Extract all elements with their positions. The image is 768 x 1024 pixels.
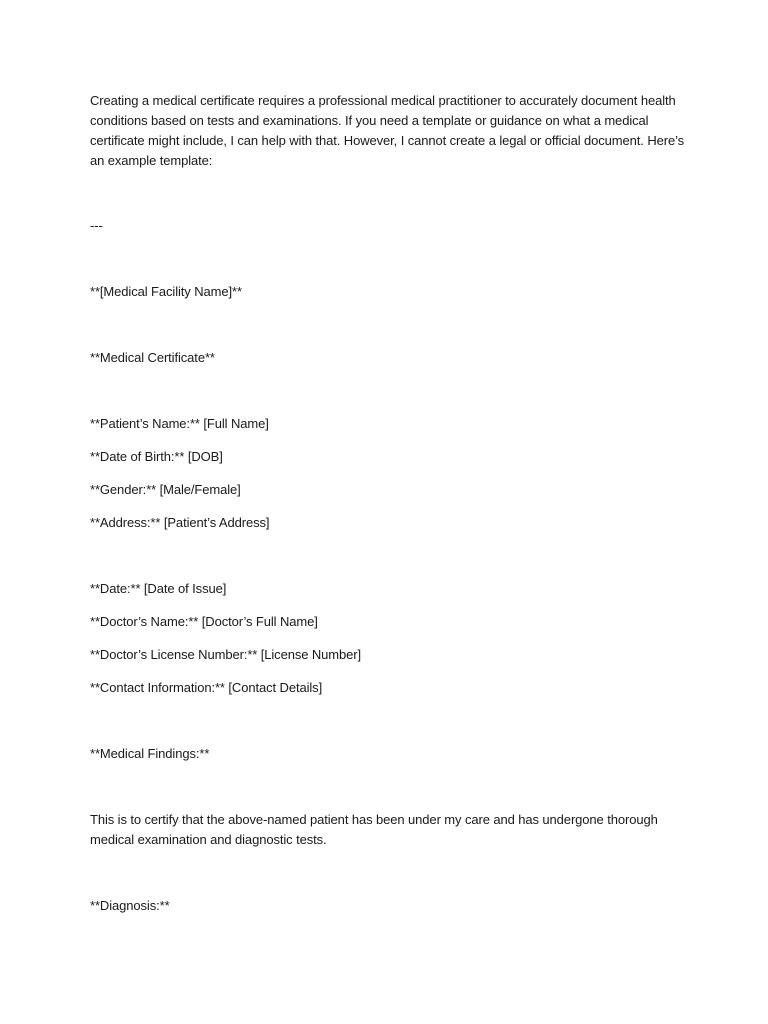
date-line: **Date:** [Date of Issue] bbox=[90, 581, 227, 596]
contact-information-line: **Contact Information:** [Contact Details] bbox=[90, 680, 323, 695]
facility-name-line: **[Medical Facility Name]** bbox=[90, 284, 242, 299]
diagnosis-heading: **Diagnosis:** bbox=[90, 898, 170, 913]
address-line: **Address:** [Patient’s Address] bbox=[90, 515, 270, 530]
medical-findings-heading: **Medical Findings:** bbox=[90, 746, 210, 761]
date-of-birth-line: **Date of Birth:** [DOB] bbox=[90, 449, 223, 464]
license-number-line: **Doctor’s License Number:** [License Number] bbox=[90, 647, 362, 662]
doctor-name-line: **Doctor’s Name:** [Doctor’s Full Name] bbox=[90, 614, 318, 629]
patient-name-line: **Patient’s Name:** [Full Name] bbox=[90, 416, 269, 431]
gender-line: **Gender:** [Male/Female] bbox=[90, 482, 241, 497]
separator-line: --- bbox=[90, 218, 103, 233]
certification-statement: This is to certify that the above-named patient has been under my care and has undergone thorough medical examination and diagnostic tests. bbox=[90, 812, 662, 847]
certificate-title-line: **Medical Certificate** bbox=[90, 350, 215, 365]
intro-paragraph: Creating a medical certificate requires a professional medical practitioner to accurately document health conditions based on tests and examinations. If you need a template or guidance on what a medical certificate might include, I can help with that. However, I cannot create a legal or official document. Here’s an example template: bbox=[90, 93, 688, 168]
document-body bbox=[90, 91, 690, 916]
